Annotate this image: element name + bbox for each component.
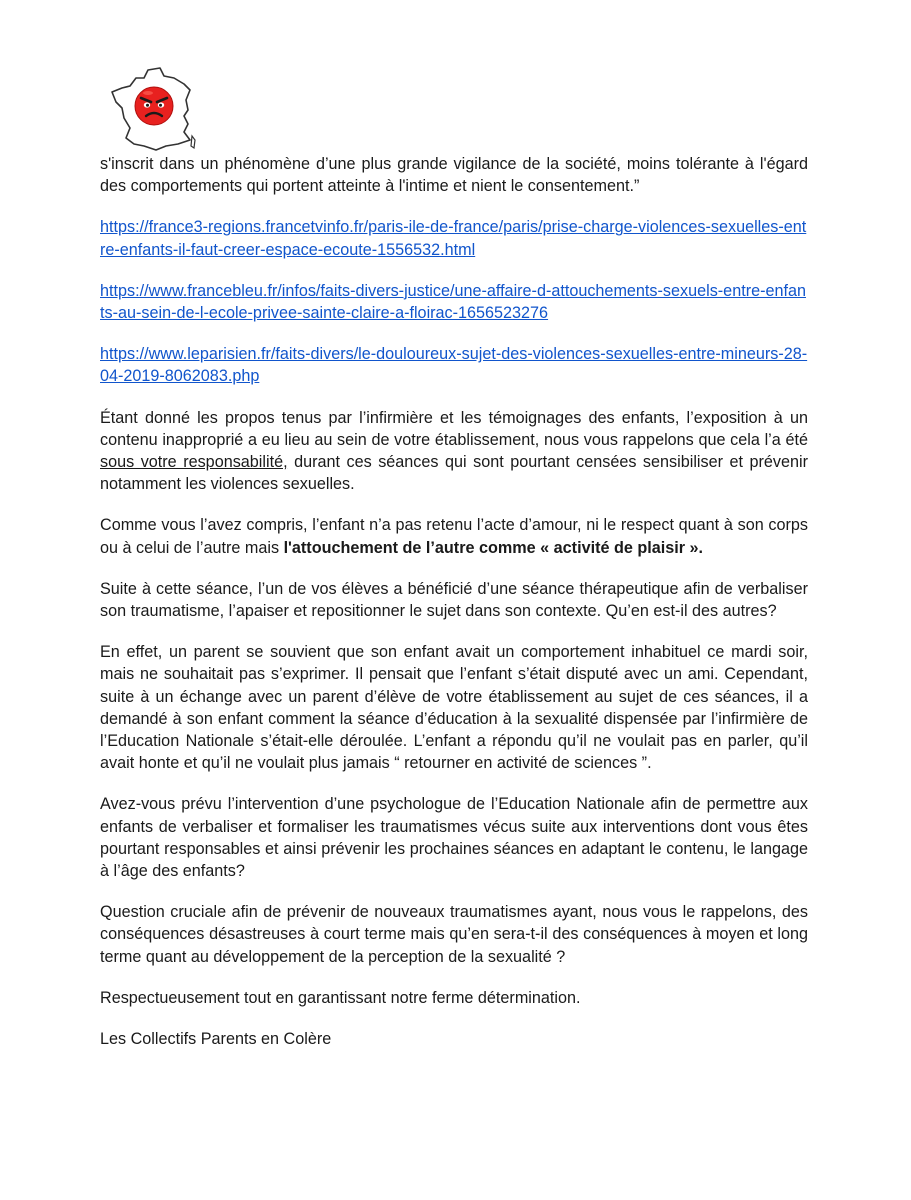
understanding-paragraph: [100, 514, 808, 558]
france-map-icon: [108, 66, 198, 152]
responsibility-paragraph: [100, 407, 808, 496]
psychologist-question-paragraph: Avez-vous prévu l’intervention d’une psychologue de l’Education Nationale afin de permettre aux enfants de verbaliser et formaliser les traumatismes vécus suite aux interventions dont vous êtes pourtant responsables et ainsi prévenir les prochaines séances en adaptant le contenu, le langage à l’âge des enfants?: [100, 795, 808, 881]
link-paragraph-1: [100, 216, 808, 260]
link-paragraph-3: [100, 343, 808, 387]
angry-face-france-logo: [108, 66, 198, 152]
crucial-question-paragraph: Question cruciale afin de prévenir de nouveaux traumatismes ayant, nous vous le rappelons, des conséquences désastreuses à court terme mais qu’en sera-t-il des conséquences à moyen et long terme quant au développement de la perception de la sexualité ?: [100, 903, 808, 966]
closing-line: Respectueusement tout en garantissant notre ferme détermination.: [100, 988, 581, 1007]
understanding-text-start: Comme vous l’avez compris, l’enfant n’a pas retenu l’acte d’amour, ni le respect quant à son corps ou à celui de l’autre mais: [100, 516, 808, 557]
parent-testimony-paragraph: En effet, un parent se souvient que son enfant avait un comportement inhabituel ce mardi soir, mais ne souhaitait pas s’exprimer. Il pensait que l’enfant s’était disputé avec un ami. Cependant, suite à un échange avec un parent d’élève de votre établissement au sujet de ces séances, il a demandé à son enfant comment la séance d’éducation à la sexualité dispensée par l’infirmière de l’Education Nationale s’était-elle déroulée. L’enfant a répondu qu’il ne voulait pas en parler, qu’il avait honte et qu’il ne voulait plus jamais “ retourner en activité de sciences ”.: [100, 643, 808, 773]
france3-article-link[interactable]: https://france3-regions.francetvinfo.fr/paris-ile-de-france/paris/prise-charge-violences-sexuelles-entre-enfants-il-faut-creer-espace-ecoute-1556532.html: [100, 218, 807, 259]
link-paragraph-2: [100, 280, 808, 324]
letter-body: [100, 153, 808, 1069]
understanding-bold-text: l'attouchement de l’autre comme « activité de plaisir ».: [283, 538, 704, 557]
responsibility-text-end: durant ces séances qui sont pourtant censées sensibiliser et prévenir notamment les violences sexuelles.: [100, 453, 809, 494]
responsibility-text-start: Étant donné les propos tenus par l’infirmière et les témoignages des enfants, l’exposition à un contenu inapproprié a eu lieu au sein de votre établissement, nous vous rappelons que cela l’a été: [100, 408, 808, 449]
responsibility-emphasis: sous votre responsabilité,: [100, 453, 288, 472]
angry-face-icon: [135, 87, 173, 125]
therapy-paragraph: Suite à cette séance, l’un de vos élèves a bénéficié d’une séance thérapeutique afin de verbaliser son traumatisme, l’apaiser et repositionner le sujet dans son contexte. Qu’en est-il des autres?: [100, 579, 808, 621]
intro-paragraph: s'inscrit dans un phénomène d’une plus grande vigilance de la société, moins tolérante à l'égard des comportements qui portent atteinte à l'intime et nient le consentement.”: [100, 155, 808, 196]
signature-line: Les Collectifs Parents en Colère: [100, 1030, 332, 1049]
francebleu-article-link[interactable]: https://www.francebleu.fr/infos/faits-divers-justice/une-affaire-d-attouchements-sexuels-entre-enfants-au-sein-de-l-ecole-privee-sainte-claire-a-floirac-1656523276: [100, 281, 806, 323]
leparisien-article-link[interactable]: https://www.leparisien.fr/faits-divers/le-douloureux-sujet-des-violences-sexuelles-entre-mineurs-28-04-2019-8062083.php: [100, 345, 808, 386]
